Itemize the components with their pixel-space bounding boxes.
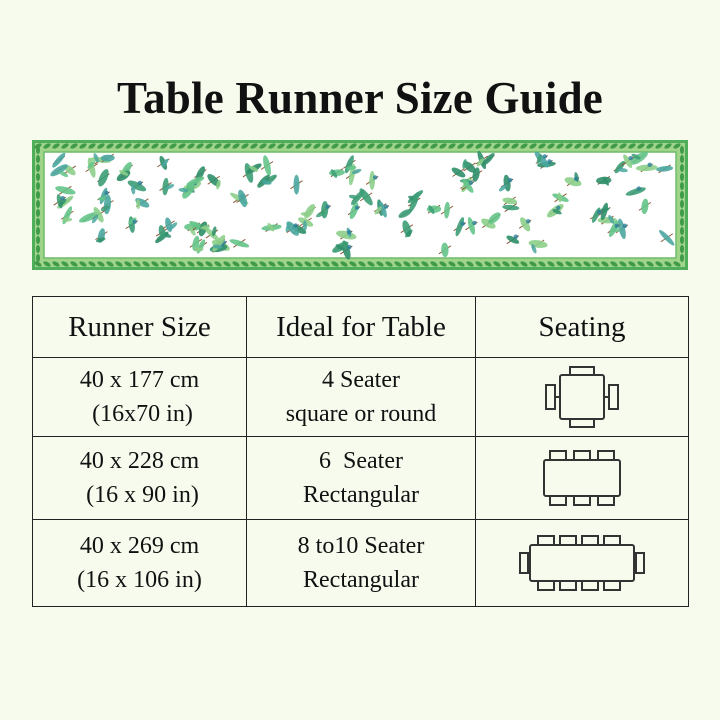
seating-cell: [476, 358, 689, 437]
size-cm: 40 x 177 cm: [79, 367, 200, 393]
table-header-row: [33, 297, 689, 358]
page-title: Table Runner Size Guide: [117, 73, 603, 123]
size-in: (16x70 in): [86, 401, 193, 427]
ideal-table-cell: [247, 437, 476, 520]
six-seater-table-icon: [534, 448, 630, 508]
ideal-table-cell: [247, 358, 476, 437]
header-runner-size: Runner Size: [33, 297, 247, 358]
size-guide-table: [32, 296, 689, 607]
table-shape: square or round: [285, 401, 437, 427]
table-row: [33, 520, 689, 607]
ideal-table-cell: [247, 520, 476, 607]
table-row: [33, 437, 689, 520]
table-type: 8 to10 Seater: [297, 533, 425, 559]
four-seater-table-icon: [542, 365, 622, 429]
seating-cell: [476, 437, 689, 520]
size-cm: 40 x 269 cm: [79, 533, 200, 559]
header-ideal-for-table: Ideal for Table: [247, 297, 476, 358]
runner-size-cell: [33, 437, 247, 520]
header-seating: Seating: [476, 297, 689, 358]
seating-cell: [476, 520, 689, 607]
size-cm: 40 x 228 cm: [79, 448, 200, 474]
floral-runner-graphic: [32, 140, 688, 270]
runner-size-cell: [33, 358, 247, 437]
size-in: (16 x 90 in): [80, 482, 199, 508]
ten-seater-table-icon: [518, 533, 646, 593]
table-shape: Rectangular: [303, 482, 419, 508]
floral-runner-image: [32, 140, 688, 270]
table-type: 6 Seater: [319, 448, 403, 474]
table-row: [33, 358, 689, 437]
table-shape: Rectangular: [303, 567, 419, 593]
table-type: 4 Seater: [322, 367, 400, 393]
size-in: (16 x 106 in): [77, 567, 202, 593]
runner-size-cell: [33, 520, 247, 607]
